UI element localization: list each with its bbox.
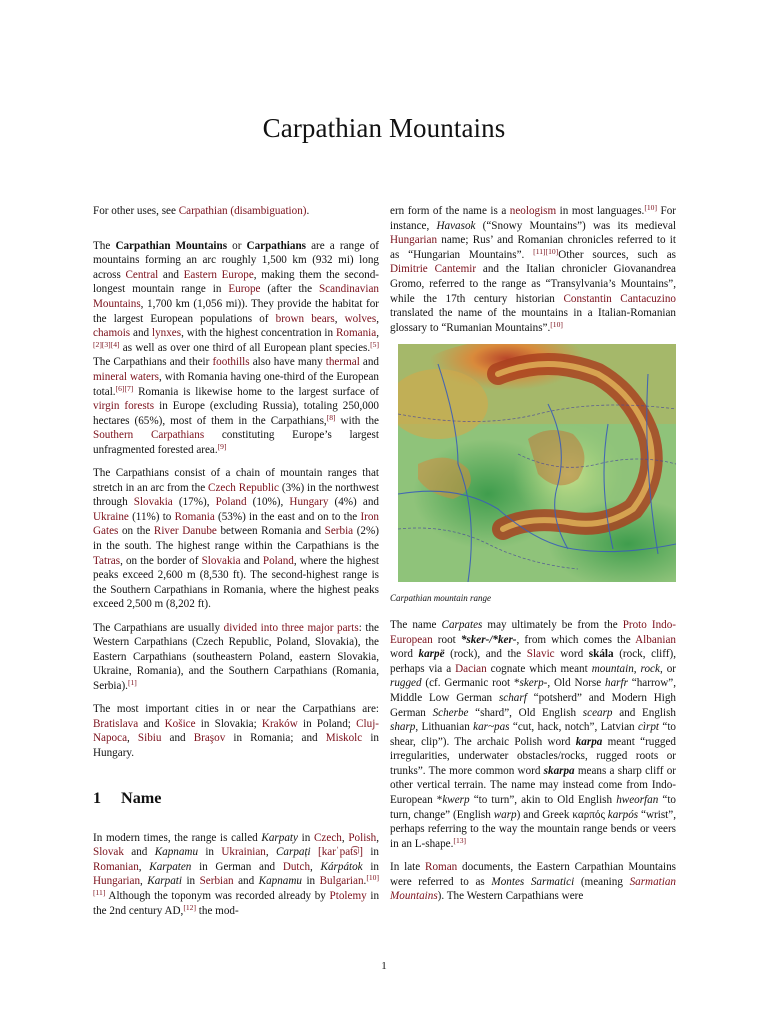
citation-link[interactable]: [12] (183, 902, 196, 912)
wiki-link[interactable]: Iron Gates (93, 510, 379, 538)
wiki-link[interactable]: Hungary (289, 496, 329, 509)
wiki-link[interactable]: Hungarian (390, 234, 438, 247)
wiki-link[interactable]: Bulgarian (319, 875, 364, 888)
text-run: In modern times, the range is called (93, 831, 262, 844)
text-run: (rock, cliff), perhaps via a (390, 648, 676, 675)
text-run: rock (640, 662, 660, 675)
page-number: 1 (381, 960, 387, 972)
citation-link[interactable]: [13] (453, 835, 467, 845)
text-run: Kapnamu (154, 846, 199, 859)
text-run: (after the (260, 283, 319, 296)
text-run: and (158, 268, 184, 281)
section-number: 1 (93, 788, 102, 807)
section-heading-name (93, 788, 379, 808)
wiki-link[interactable]: Sibiu (137, 732, 162, 745)
text-run: and English (612, 706, 677, 719)
wiki-link[interactable]: Dimitrie Cantemir (390, 263, 477, 276)
text-run: in Hungary. (93, 732, 379, 759)
text-run: , (341, 831, 349, 844)
wiki-link[interactable]: Europe (228, 283, 261, 296)
wiki-link[interactable]: Romania (335, 327, 377, 340)
wiki-link[interactable]: Albanian (635, 633, 676, 646)
wiki-link[interactable]: Romanian (93, 860, 139, 873)
text-run: in (301, 875, 320, 888)
text-run: root (432, 633, 461, 646)
wiki-link[interactable]: thermal (325, 356, 360, 369)
wiki-link[interactable]: Romania (174, 510, 215, 523)
wiki-link[interactable]: Serbian (199, 875, 234, 888)
text-run: rugged (390, 677, 422, 690)
citation-link[interactable]: [11][10] (533, 246, 559, 256)
text-run: , (376, 831, 379, 844)
text-run: (2%) in the south. The highest range within the Carpathians is the (93, 525, 379, 553)
text-run: , or (659, 662, 676, 675)
text-run: Although the toponym was recorded already by (105, 889, 330, 902)
text-run: on the (118, 525, 154, 538)
citation-link[interactable]: [9] (217, 441, 227, 451)
wiki-link[interactable]: Hungarian (93, 875, 141, 888)
text-run: and (233, 875, 259, 888)
text-run: karpë (418, 648, 445, 661)
wiki-link[interactable]: Slavic (526, 648, 555, 661)
text-run: , with Romania having one-third of the European total. (93, 370, 380, 398)
text-run: Carpați (275, 846, 311, 859)
text-run: (rock), and the (444, 648, 527, 661)
wiki-link[interactable]: mineral waters (93, 370, 160, 383)
text-run: name; Rus’ and Romanian chronicles referred to it as “Hungarian Mountains”. (390, 234, 676, 261)
text-run: The Carpathians consist of a chain of mountain ranges that stretch in an arc from the (93, 467, 379, 494)
text-run: with the (335, 414, 379, 427)
wiki-link[interactable]: Poland (215, 496, 247, 509)
wiki-link[interactable]: Serbia (324, 525, 354, 538)
text-run: , making them the second-longest mountain range in (93, 268, 379, 296)
text-run: in (363, 846, 379, 859)
text-run: “shard”, Old English (468, 706, 583, 719)
name-paragraph (93, 831, 379, 919)
text-run: and (161, 732, 194, 745)
wiki-link[interactable]: chamois (93, 327, 131, 340)
text-run: scearp (582, 706, 613, 719)
wiki-link[interactable]: Central (125, 268, 159, 281)
citation-link[interactable]: [8] (326, 412, 336, 422)
text-run: *sker-/*ker- (460, 633, 517, 646)
text-run: , (140, 875, 148, 888)
text-run: in (297, 831, 314, 844)
text-run: , (376, 327, 379, 340)
wiki-link[interactable]: Proto Indo-European (390, 618, 676, 646)
text-run: Romania is likewise home to the largest surface of (133, 385, 379, 398)
text-run: Carpathians (246, 239, 306, 252)
text-run: skerp- (519, 677, 548, 690)
text-run: The most important cities in or near the Carpathians are: (93, 703, 379, 716)
text-run: meant “rugged irregularities, underwater obstacles/rocks, rugged roots or trunks”. The more common word (390, 735, 677, 777)
text-run: (meaning (574, 875, 630, 888)
text-run: (11%) to (128, 510, 175, 523)
text-run: Karpaten (149, 860, 192, 873)
text-run: Scherbe (432, 706, 469, 719)
text-run: , (376, 312, 379, 325)
text-run: (10%), (246, 496, 290, 509)
right-column (390, 204, 676, 912)
text-run: and (240, 554, 263, 567)
text-run: Karpaty (261, 831, 298, 844)
text-run: “cut, hack, notch”, Latvian (509, 721, 638, 734)
citation-link[interactable]: [10][11] (93, 873, 379, 897)
text-run: Carpathian Mountains (115, 239, 228, 252)
text-run: karpa (575, 735, 603, 748)
text-run: “wrist”, perhaps referring to the way the mountain range bends or veers in an L-shape. (390, 808, 676, 850)
text-run: . (306, 205, 310, 217)
text-run: “harrow”, Middle Low German (390, 677, 677, 704)
text-run: in German and (191, 860, 283, 873)
text-run: documents, the Eastern Carpathian Mountains were referred to as (390, 861, 676, 888)
citation-link[interactable]: [2][3][4] (93, 339, 120, 349)
text-run: in the 2nd century AD, (93, 889, 380, 917)
text-run: In late (390, 861, 426, 874)
map-figure (390, 344, 676, 604)
citation-link[interactable]: [6][7] (115, 383, 134, 393)
left-column (93, 204, 379, 927)
wiki-link[interactable]: Ptolemy (329, 889, 367, 902)
text-run: The name (390, 618, 442, 631)
carpathian-relief-map-image[interactable] (398, 344, 676, 582)
text-run: “potsherd” and Modern High German (390, 691, 676, 719)
text-run: warp (493, 808, 517, 821)
wiki-link[interactable]: Carpathian (disambiguation) (178, 205, 307, 217)
text-run: , Old Norse (547, 677, 606, 690)
wiki-link[interactable]: Košice (164, 717, 196, 730)
text-run: in most languages. (556, 205, 645, 217)
wiki-link[interactable]: Slovak (93, 846, 124, 859)
text-run: cìrpt (637, 721, 660, 734)
wiki-link[interactable]: Czech Republic (208, 481, 279, 494)
divisions-paragraph (93, 621, 379, 694)
text-run: The Carpathians are usually (93, 621, 224, 634)
text-run: For instance, (390, 205, 676, 232)
text-run: and the Italian chronicler Giovanandrea Gromo, referred to the range as “Transylvania’s Mountains”, while the 17th century historian (390, 263, 676, 305)
figure-caption: Carpathian mountain range (390, 592, 492, 603)
wiki-link[interactable]: neologism (509, 205, 557, 217)
text-run: ern form of the name is a (390, 205, 510, 217)
wiki-link[interactable]: Ukraine (93, 510, 129, 523)
text-run: ). The Western Carpathians were (437, 890, 584, 903)
wiki-link[interactable]: Roman (425, 861, 458, 874)
text-run: “to shear, clip”). The archaic Polish word (390, 721, 676, 748)
text-run: or (227, 239, 247, 252)
text-run: . (363, 875, 367, 888)
text-run: hweorfan (616, 794, 659, 807)
text-run: means a sharp cliff or other vertical terrain. The name may instead come from Indo-European * (390, 764, 676, 807)
wiki-link[interactable]: Czech (314, 831, 342, 844)
wiki-link[interactable]: Constantin Cantacuzino (563, 292, 676, 305)
wiki-link[interactable]: Braşov (193, 732, 226, 745)
text-run: , Lithuanian (415, 721, 474, 734)
text-run (311, 846, 318, 858)
text-run: in (181, 875, 200, 888)
text-run: are a range of mountains forming an arc roughly 1,500 km (932 mi) long across (93, 239, 379, 281)
text-run: Kapnamu (258, 875, 302, 888)
wiki-link[interactable]: Scandinavian Mountains (93, 283, 379, 310)
text-run: also have many (249, 356, 326, 369)
cities-paragraph (93, 702, 379, 760)
text-run: between Romania and (216, 525, 325, 538)
text-run: constituting Europe’s largest unfragmented forested area. (93, 429, 379, 456)
text-run: (3%) in the northwest through (93, 481, 380, 509)
wiki-link[interactable]: Slovakia (133, 496, 173, 509)
section-title: Name (121, 788, 162, 807)
wiki-link[interactable]: Ukrainian (221, 846, 266, 859)
text-run: and (359, 356, 379, 369)
wiki-link[interactable]: divided into three major parts (223, 621, 359, 634)
roman-paragraph (390, 860, 676, 904)
hatnote (93, 204, 379, 219)
text-run: in Romania; and (225, 732, 326, 745)
wiki-link[interactable]: [karˈpat͡sʲ] (317, 846, 364, 859)
text-run: Karpati (147, 875, 182, 888)
wiki-link[interactable]: Dacian (455, 662, 487, 675)
text-run: word (390, 648, 419, 661)
text-run: word (554, 648, 589, 661)
text-run: , (334, 312, 345, 325)
text-run: as well as over one third of all European plant species. (119, 341, 371, 354)
text-run: may ultimately be from the (482, 618, 623, 631)
wiki-link[interactable]: Southern Carpathians (93, 429, 205, 442)
etymology-paragraph (390, 618, 676, 852)
text-run: “to turn, change” (English (390, 794, 676, 821)
wiki-link[interactable]: Slovakia (201, 554, 241, 567)
text-run: “to turn”, akin to Old English (469, 794, 617, 807)
text-run: cognate which meant (486, 662, 592, 675)
text-run: translated the name of the mountains in a Italian-Romanian glossary to “Rumanian Mountains”. (390, 307, 676, 334)
wiki-link[interactable]: Tatras (93, 554, 121, 567)
wiki-link[interactable]: River Danube (153, 525, 217, 538)
wiki-link[interactable]: Bratislava (93, 717, 139, 730)
text-run: mountain (591, 662, 634, 675)
text-run: in Poland; (297, 717, 357, 730)
page-title: Carpathian Mountains (262, 113, 506, 143)
ranges-paragraph (93, 466, 379, 612)
text-run: in Europe (excluding Russia), totaling 250,000 hectares (65%), most of them in the Carpathians, (93, 400, 379, 427)
text-run: , (633, 662, 641, 675)
text-run: kwerp (442, 794, 470, 807)
text-run: Carpates (441, 618, 483, 631)
text-run: and (130, 327, 152, 340)
citation-link[interactable]: [10] (644, 203, 658, 212)
text-run: the mod- (196, 904, 239, 917)
text-run: Other sources, such as (558, 248, 676, 261)
text-run: harfr (605, 677, 628, 690)
wiki-link[interactable]: Cluj-Napoca (93, 717, 379, 745)
wiki-link[interactable]: Polish (348, 831, 377, 844)
text-run: and (123, 846, 155, 859)
citation-link[interactable]: [1] (127, 678, 137, 687)
text-run: (“Snowy Mountains”) was its medieval (475, 219, 677, 232)
wiki-link[interactable]: Dutch (282, 860, 311, 873)
text-run: skarpa (543, 764, 575, 777)
citation-link[interactable]: [10] (550, 319, 563, 329)
text-run: (cf. Germanic root * (421, 677, 520, 690)
wiki-link[interactable]: Poland (262, 554, 294, 567)
text-run: , (310, 860, 321, 873)
wiki-link[interactable]: Kraków (261, 717, 298, 730)
wiki-link[interactable]: Eastern Europe (183, 268, 254, 281)
wiki-link[interactable]: Miskolc (325, 732, 363, 745)
text-run: , with the highest concentration in (181, 327, 336, 340)
text-run: , from which comes the (516, 633, 636, 646)
text-run: , 1,700 km (1,056 mi)). They provide the habitat for the largest European populations of (93, 297, 379, 325)
text-run: kar~pas (473, 721, 510, 734)
wiki-link[interactable]: brown bears (275, 312, 335, 325)
text-run: (4%) and (328, 496, 379, 509)
wiki-link[interactable]: lynxes (151, 327, 182, 340)
text-run: in (362, 860, 379, 873)
text-run: The Carpathians and their (93, 356, 213, 369)
text-run: For other uses, see (93, 205, 179, 217)
text-run: , where the highest peaks exceed 2,600 m (8,530 ft). The second-highest range is the Southern Carpathians in Romania, where the highest peaks exceed 2,500 m (8,202 ft). (93, 554, 379, 611)
text-run: , (138, 860, 150, 873)
text-run: (53%) in the east and on to the (214, 510, 361, 523)
text-run: karpós (607, 808, 639, 821)
text-run: , (265, 846, 276, 859)
text-run: , on the border of (120, 554, 202, 567)
text-run: Montes Sarmatici (491, 875, 575, 888)
wiki-link[interactable]: virgin forests (93, 400, 155, 413)
text-run: (17%), (172, 496, 216, 509)
text-run: in Slovakia; (195, 717, 262, 730)
citation-link[interactable]: [5] (370, 339, 379, 349)
text-run: Havasok (436, 219, 476, 232)
text-run: The (93, 239, 116, 252)
text-run: ) and Greek καρπός (516, 808, 608, 821)
text-run: sharp (390, 721, 416, 734)
text-run: Kárpátok (320, 860, 363, 873)
wiki-link[interactable]: Sarmatian Mountains (390, 875, 676, 903)
text-run: : the Western Carpathians (Czech Republic, Poland, Slovakia), the Eastern Carpathians (southeastern Poland, eastern Slovakia, Ukraine, Romania), and the Southern Carpathians (Romania, Serbia). (93, 621, 379, 692)
text-run: , (127, 732, 138, 745)
intro-paragraph (93, 239, 379, 458)
text-run: skála (588, 648, 614, 661)
wiki-link[interactable]: foothills (212, 356, 250, 369)
text-run: and (138, 717, 165, 730)
text-run: scharf (498, 691, 527, 704)
wiki-link[interactable]: wolves (344, 312, 377, 325)
name-continued-paragraph (390, 204, 676, 335)
text-run: in (198, 846, 222, 859)
